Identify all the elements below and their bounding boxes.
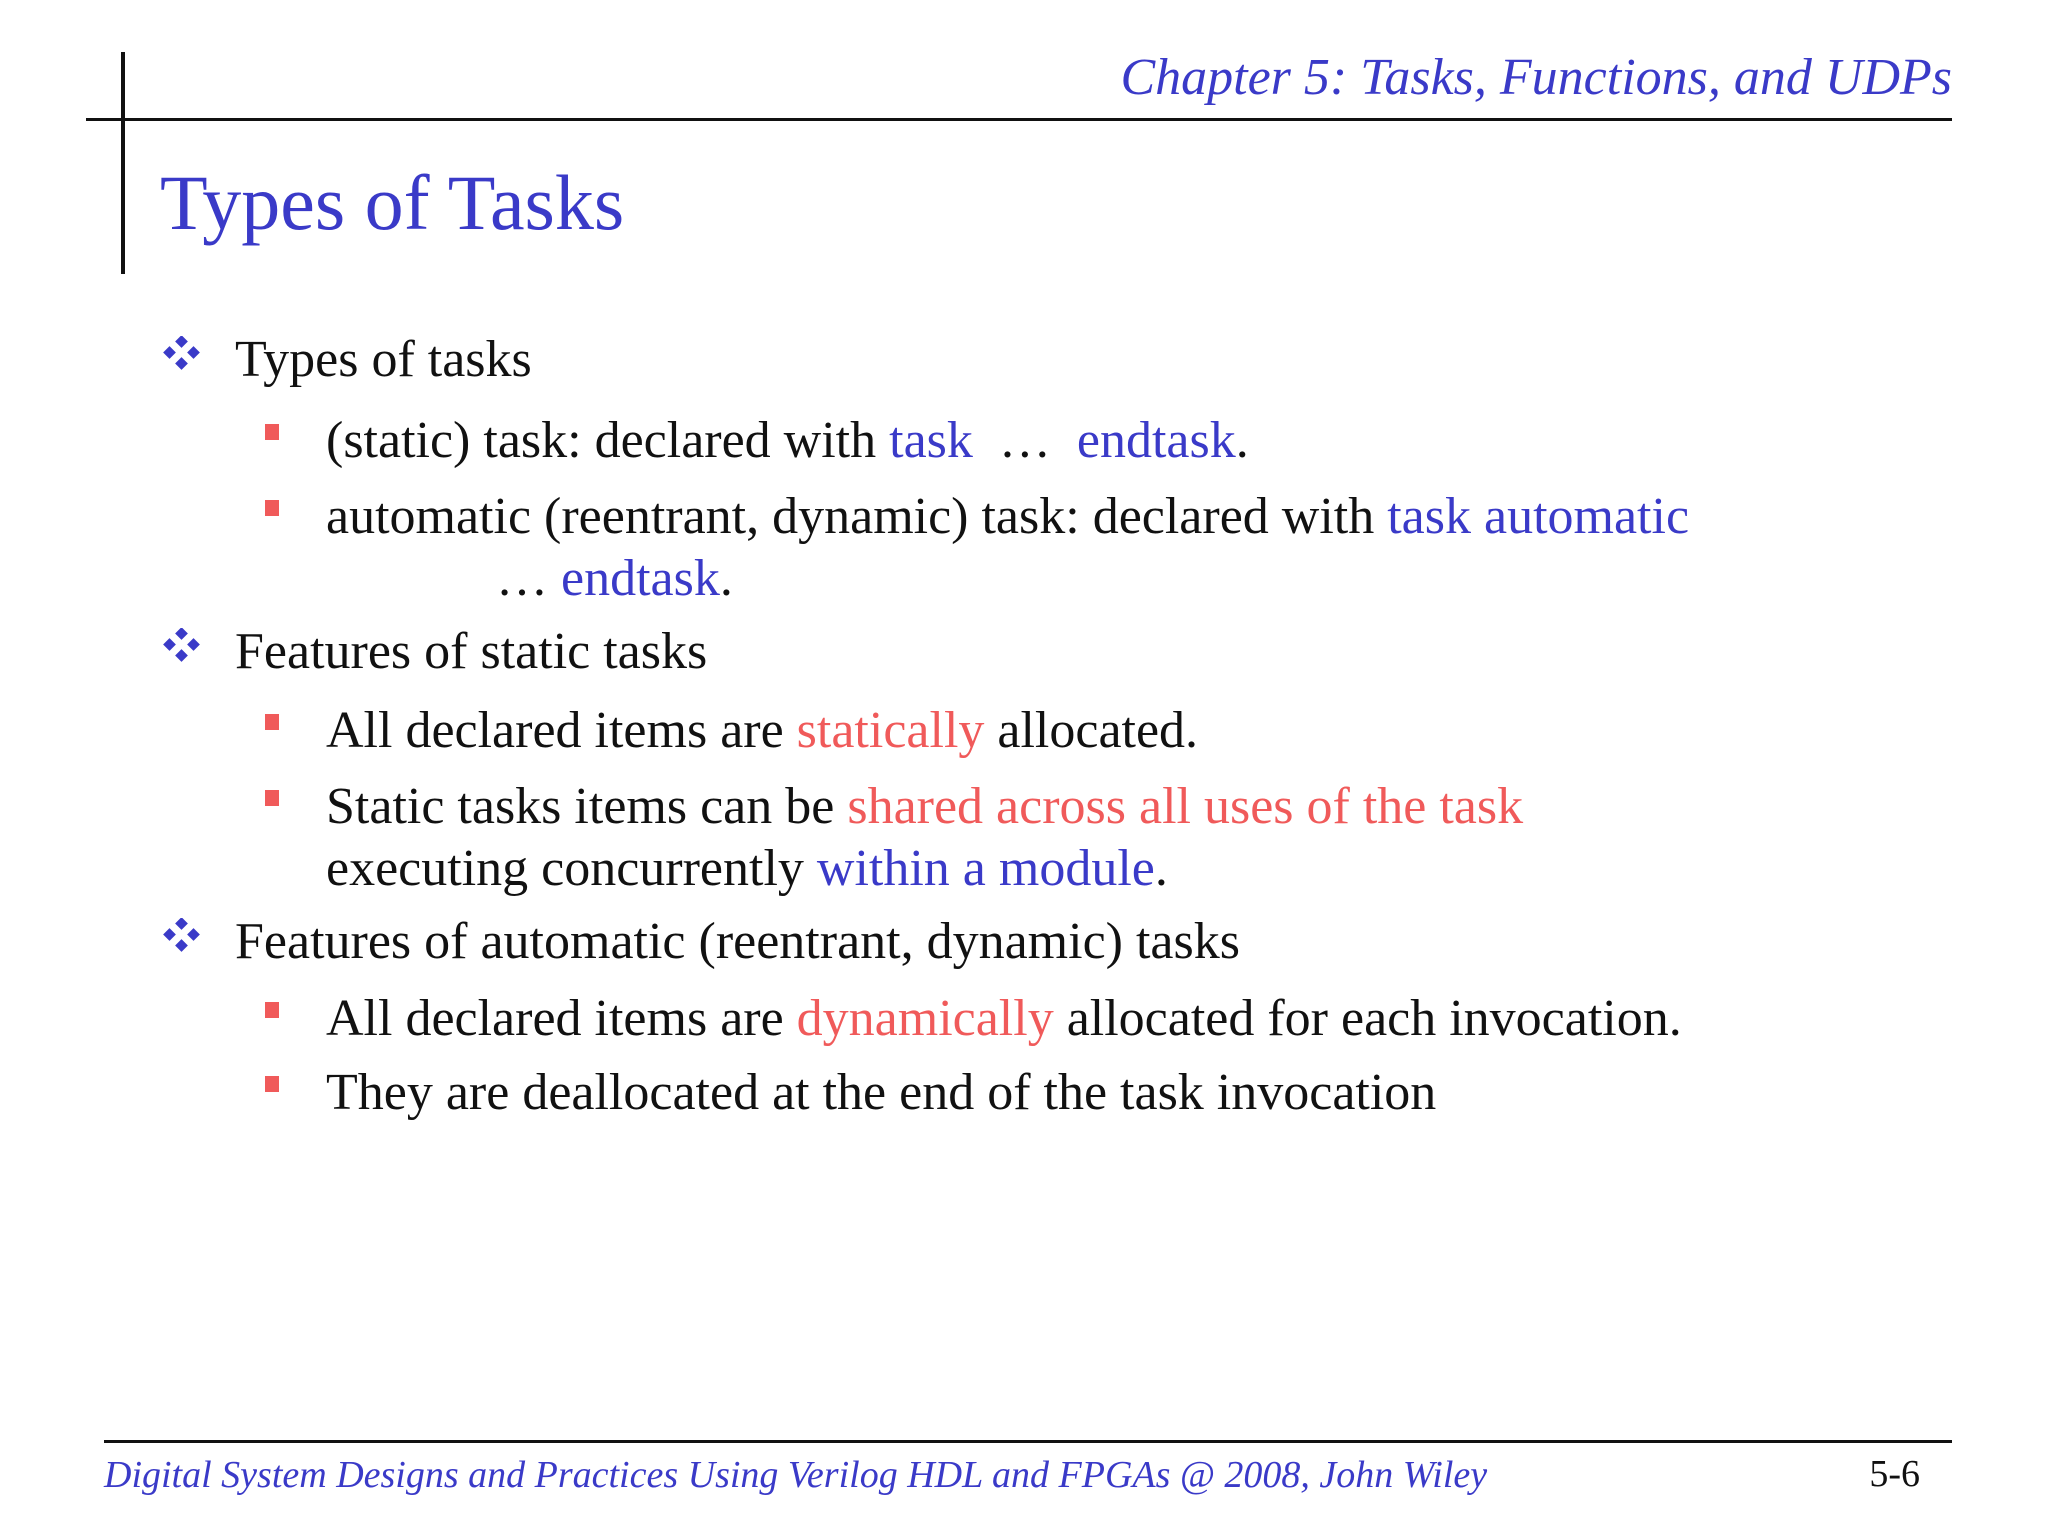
text-run: allocated for each invocation. <box>1053 990 1682 1047</box>
footer-citation: Digital System Designs and Practices Using Verilog HDL and FPGAs @ 2008, John Wiley <box>104 1454 1488 1496</box>
list-item-text <box>326 700 1198 762</box>
text-run: All declared items are <box>326 990 797 1047</box>
list-item-text <box>326 776 1523 838</box>
diamond-bullet-icon <box>160 918 204 952</box>
text-run: (static) task: declared with <box>326 412 890 469</box>
slide-title: Types of Tasks <box>160 159 625 246</box>
diamond-bullet-icon <box>160 628 204 662</box>
emphasis-text: within a module <box>816 840 1155 897</box>
square-bullet-icon <box>265 790 279 806</box>
text-run: Static tasks items can be <box>326 778 848 835</box>
emphasis-text: statically <box>796 702 985 759</box>
text-run: . <box>1235 412 1249 469</box>
header-horizontal-rule <box>86 118 1952 121</box>
text-run: . <box>1154 840 1168 897</box>
text-run: automatic (reentrant, dynamic) task: declared with <box>326 488 1388 545</box>
emphasis-text: dynamically <box>796 990 1054 1047</box>
footer-horizontal-rule <box>104 1440 1952 1443</box>
keyword-endtask: endtask <box>1076 412 1236 469</box>
keyword-endtask: endtask <box>561 550 720 607</box>
square-bullet-icon <box>265 424 279 440</box>
text-run: allocated. <box>984 702 1199 759</box>
list-item-continuation <box>496 548 733 610</box>
section-heading: Types of tasks <box>235 331 532 388</box>
text-run: All declared items are <box>326 702 797 759</box>
square-bullet-icon <box>265 1002 279 1018</box>
emphasis-text: shared across all uses of the task <box>847 778 1524 835</box>
list-item-text <box>326 988 1682 1050</box>
keyword-task-automatic: task automatic <box>1387 488 1690 545</box>
text-run: … <box>972 412 1077 469</box>
list-item-continuation <box>326 838 1168 900</box>
text-run: executing concurrently <box>326 840 817 897</box>
square-bullet-icon <box>265 500 279 516</box>
keyword-task: task <box>889 412 973 469</box>
chapter-header: Chapter 5: Tasks, Functions, and UDPs <box>1120 49 1952 106</box>
header-vertical-rule <box>121 52 125 274</box>
list-item-text: They are deallocated at the end of the task invocation <box>326 1064 1437 1121</box>
diamond-bullet-icon <box>160 336 204 370</box>
list-item-text <box>326 410 1249 472</box>
square-bullet-icon <box>265 1076 279 1092</box>
square-bullet-icon <box>265 714 279 730</box>
text-run: … <box>496 550 561 607</box>
list-item-text <box>326 486 1689 548</box>
section-heading: Features of automatic (reentrant, dynamic) tasks <box>235 913 1240 970</box>
page-number: 5-6 <box>1869 1453 1920 1495</box>
text-run: . <box>719 550 733 607</box>
section-heading: Features of static tasks <box>235 623 708 680</box>
